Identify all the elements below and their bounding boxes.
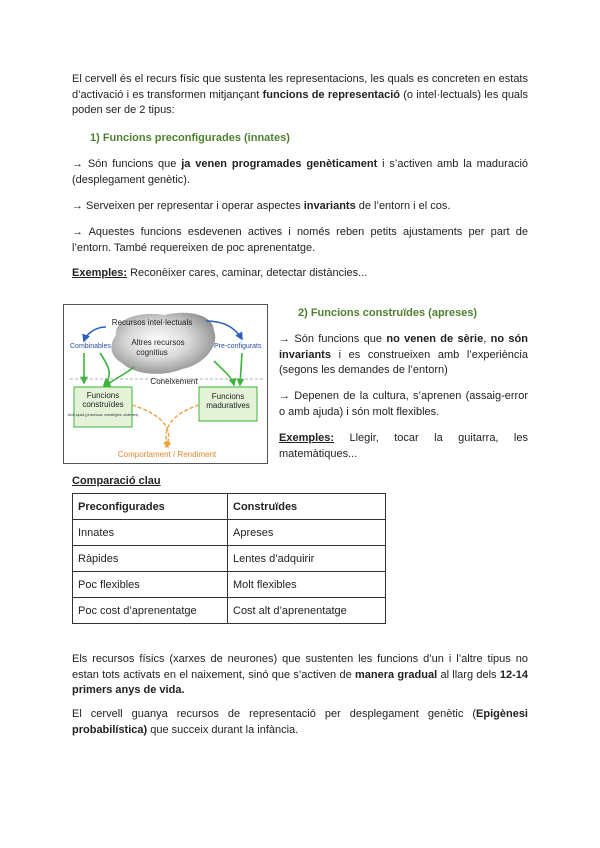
- diagram-maduratives-label-1: Funcions: [211, 392, 245, 401]
- outro-paragraph-2: El cervell guanya recursos de representació per desplegament genètic (Epigènesi probabilística) que succeix durant la infància.: [72, 708, 528, 736]
- section-1-paragraph-3: → Aquestes funcions esdevenen actives i només reben petits ajustaments per part de l’entorn. També requereixen de poc aprenentatge.: [72, 226, 528, 254]
- diagram-construides-label-1: Funcions: [86, 391, 120, 400]
- functions-diagram: [63, 304, 268, 464]
- diagram-construides-label-2: construïdes: [82, 400, 124, 409]
- comparison-table: [72, 493, 386, 624]
- table-cell: Molt flexibles: [228, 572, 386, 598]
- table-header-row: [73, 494, 386, 520]
- table-cell: Poc flexibles: [73, 572, 228, 598]
- table-cell: Cost alt d’aprenentatge: [228, 598, 386, 624]
- table-header-cell: Construïdes: [228, 494, 386, 520]
- section-1-paragraph-1: → Són funcions que ja venen programades genèticament i s’activen amb la maduració (desplegament genètic).: [72, 158, 529, 186]
- diagram-coneixement-label: Coneixement: [150, 377, 198, 386]
- diagram-combinables-label: Combinables: [70, 343, 111, 350]
- section-2-heading: 2) Funcions construïdes (apreses): [298, 307, 478, 319]
- orange-arrow-right: [166, 405, 199, 447]
- diagram-comportament-label: Comportament / Rendiment: [117, 450, 217, 459]
- section-1-examples: Exemples: Reconèixer cares, caminar, detectar distàncies...: [72, 267, 368, 279]
- section-2-paragraph-1: → Són funcions que no venen de sèrie, no són invariants i es construeixen amb l’experiència (segons les demandes de l’entorn): [279, 333, 528, 376]
- table-cell: Lentes d’adquirir: [228, 546, 386, 572]
- table-cell: Apreses: [228, 520, 386, 546]
- section-2-paragraph-2: → Depenen de la cultura, s’aprenen (assaig-error o amb ajuda) i són molt flexibles.: [279, 390, 528, 418]
- green-arrow-4: [240, 353, 242, 385]
- section-2-examples: Exemples: Llegir, tocar la guitarra, les matemàtiques...: [279, 432, 528, 460]
- section-1-heading: 1) Funcions preconfigurades (innates): [90, 132, 290, 144]
- diagram-maduratives-label-2: maduratives: [206, 401, 250, 410]
- table-cell: Poc cost d’aprenentatge: [73, 598, 228, 624]
- functions-diagram-graphic: [64, 305, 267, 463]
- green-arrow-5: [214, 361, 234, 385]
- table-header-cell: Preconfigurades: [73, 494, 228, 520]
- orange-arrow-left: [132, 405, 169, 447]
- table-row: [73, 546, 386, 572]
- table-cell: Innates: [73, 520, 228, 546]
- table-row: [73, 520, 386, 546]
- table-row: [73, 598, 386, 624]
- diagram-recursos-label: Recursos intel·lectuals: [111, 318, 193, 327]
- table-row: [73, 572, 386, 598]
- diagram-construides-note: Amb ajuda (processos, estratègies, sistemes): [67, 413, 139, 417]
- table-cell: Ràpides: [73, 546, 228, 572]
- section-1-paragraph-2: → Serveixen per representar i operar aspectes invariants de l’entorn i el cos.: [72, 200, 451, 212]
- comparison-title: Comparació clau: [72, 475, 161, 487]
- green-arrow-2: [100, 353, 109, 385]
- diagram-altres-label-2: cognitius: [136, 348, 168, 357]
- intro-paragraph: El cervell és el recurs físic que sustenta les representacions, les quals es concreten en estats d’activació i es transformen mitjançant funcions de representació (o intel·lectuals) les quals poden ser de 2 tipus:: [72, 73, 528, 116]
- blue-arrow-left: [84, 327, 106, 341]
- diagram-preconfig-label: Pre-configurats: [214, 343, 262, 350]
- diagram-altres-label-1: Altres recursos: [131, 338, 185, 347]
- outro-paragraph-1: Els recursos físics (xarxes de neurones) que sustenten les funcions d’un i l’altre tipus no estan tots activats en el naixement, sinó que s’activen de manera gradual al llarg dels 12-14 primers anys de vida.: [72, 653, 528, 696]
